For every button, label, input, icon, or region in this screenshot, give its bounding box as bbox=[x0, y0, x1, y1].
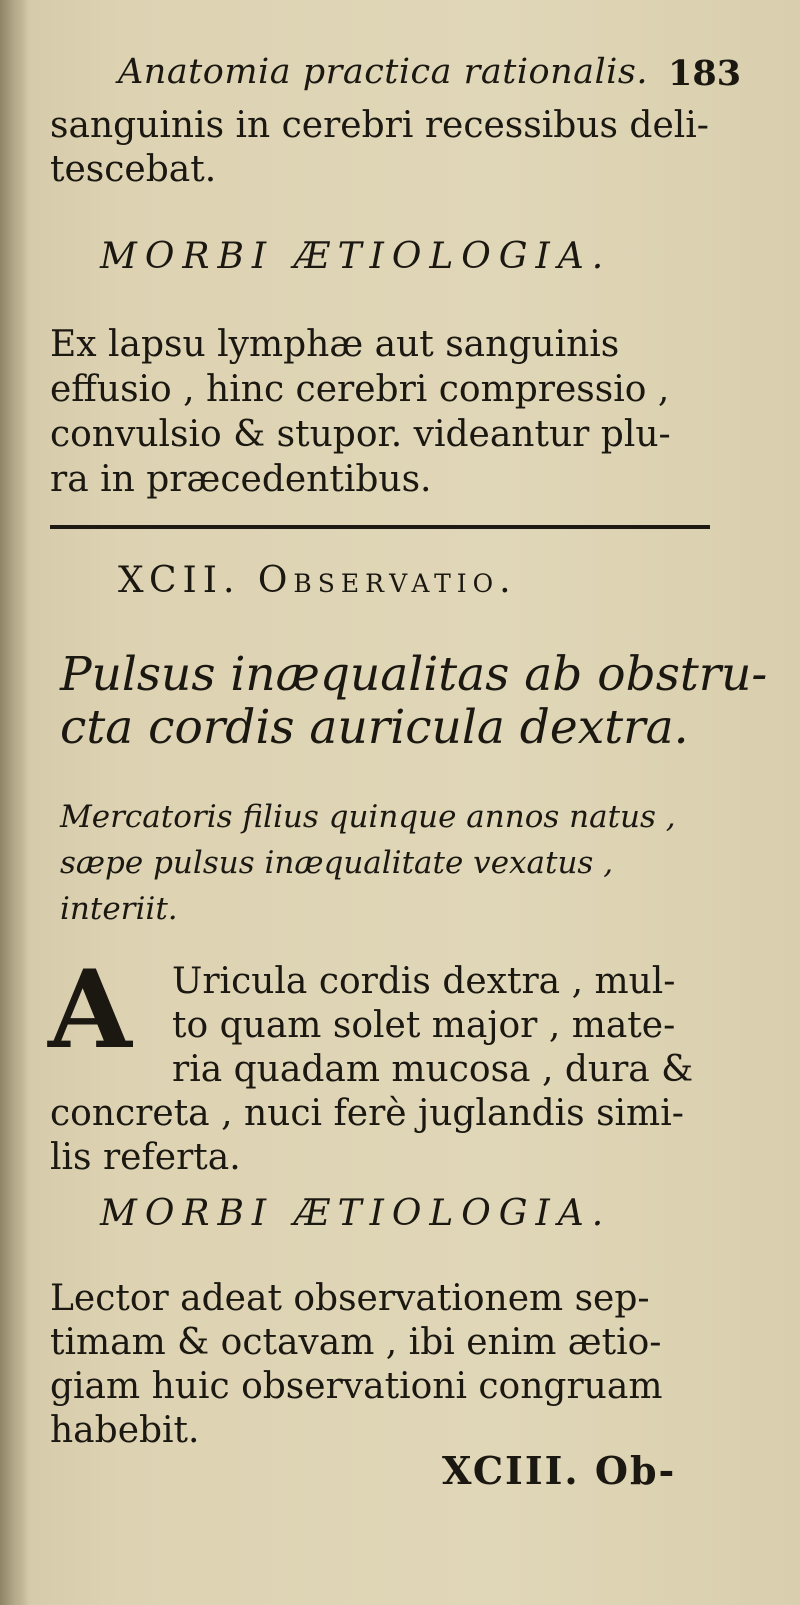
page-binding bbox=[0, 0, 28, 1605]
body-line: lis referta. bbox=[50, 1137, 241, 1178]
summary-line: Mercatoris filius quinque annos natus , bbox=[60, 799, 676, 835]
observation-subtitle: cta cordis auricula dextra. bbox=[60, 700, 689, 755]
section-heading: MORBI ÆTIOLOGIA. bbox=[100, 1193, 612, 1234]
paragraph-line: ra in præcedentibus. bbox=[50, 459, 432, 500]
summary-line: sæpe pulsus inæqualitate vexatus , bbox=[60, 845, 614, 881]
page-number: 183 bbox=[668, 53, 742, 94]
body-line: to quam solet major , mate- bbox=[172, 1005, 676, 1046]
catchword: XCIII. Ob- bbox=[442, 1448, 677, 1493]
text-line: sanguinis in cerebri recessibus deli- bbox=[50, 105, 709, 146]
observation-title: XCII. Observatio. bbox=[118, 560, 517, 601]
text-line: tescebat. bbox=[50, 149, 217, 190]
horizontal-rule bbox=[50, 525, 710, 529]
body-line: ria quadam mucosa , dura & bbox=[172, 1049, 694, 1090]
body-line: concreta , nuci ferè juglandis simi- bbox=[50, 1093, 684, 1134]
paragraph-line: effusio , hinc cerebri compressio , bbox=[50, 369, 670, 410]
section-heading: MORBI ÆTIOLOGIA. bbox=[100, 236, 612, 277]
etiology-line: timam & octavam , ibi enim ætio- bbox=[50, 1322, 662, 1363]
paragraph-line: convulsio & stupor. videantur plu- bbox=[50, 414, 671, 455]
drop-cap: A bbox=[48, 947, 132, 1073]
etiology-line: Lector adeat observationem sep- bbox=[50, 1278, 650, 1319]
body-line: Uricula cordis dextra , mul- bbox=[172, 961, 676, 1002]
etiology-line: habebit. bbox=[50, 1410, 200, 1451]
summary-line: interiit. bbox=[60, 891, 178, 927]
observation-subtitle: Pulsus inæqualitas ab obstru- bbox=[60, 647, 768, 702]
etiology-line: giam huic observationi congruam bbox=[50, 1366, 663, 1407]
paragraph-line: Ex lapsu lymphæ aut sanguinis bbox=[50, 324, 620, 365]
running-head: Anatomia practica rationalis. bbox=[118, 52, 648, 92]
